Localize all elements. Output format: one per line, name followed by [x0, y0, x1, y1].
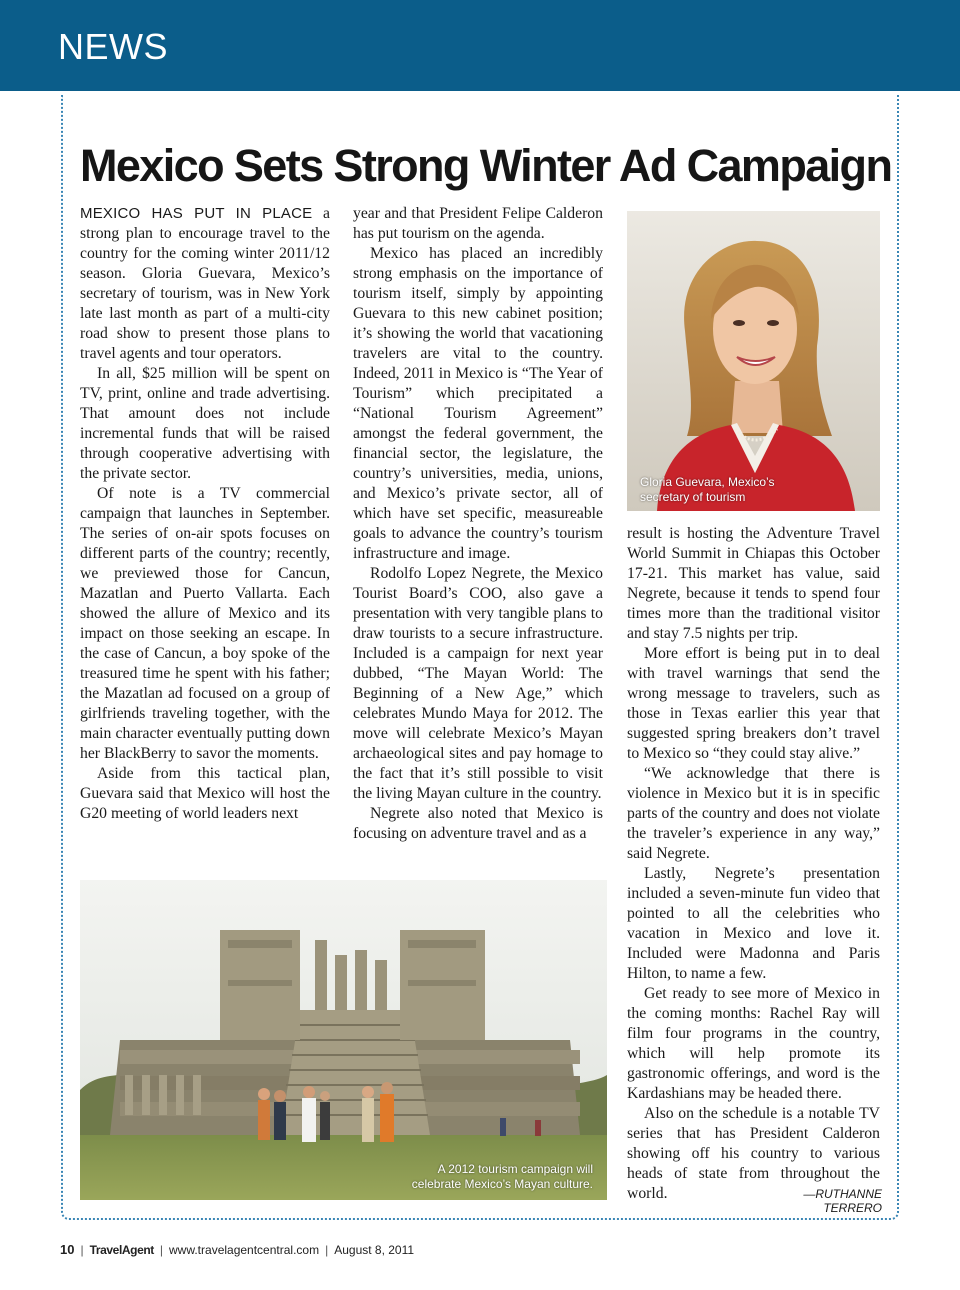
footer-separator: | [325, 1243, 329, 1257]
section-header-band [0, 0, 960, 91]
section-label: NEWS [58, 26, 168, 67]
article-column-2 [353, 204, 603, 844]
paragraph: Also on the schedule is a notable TV series that has President Calderon showing off his country to various heads of state from throughout the world. [627, 1105, 880, 1202]
paragraph: In all, $25 million will be spent on TV, print, online and trade advertising. That amount does not include incremental funds that will be raised through cooperative advertising with the private sector. [80, 365, 330, 482]
article-headline: Mexico Sets Strong Winter Ad Campaign [80, 140, 892, 191]
paragraph: Mexico has placed an incredibly strong emphasis on the importance of tourism itself, simply by appointing Guevara to this new cabinet position; it’s showing the world that vacationing travelers are vital to the country. Indeed, 2011 in Mexico is “The Year of Tourism” which precipitated a “National Tourism Agreement” amongst the federal government, the financial sector, the legislature, the country’s universities, media, unions, and Mexico’s private sector, all of which have set specific, measureable goals to advance the country’s tourism infrastructure and image. [353, 245, 603, 562]
paragraph-text: a strong plan to encourage travel to the country for the coming winter 2011/12 season. Gloria Guevara, Mexico’s secretary of tourism, was in New York late last month as part of a multi-city road show to present those plans to travel agents and tour operators. [80, 205, 330, 362]
paragraph: Aside from this tactical plan, Guevara said that Mexico will host the G20 meeting of world leaders next [80, 765, 330, 822]
paragraph [80, 204, 330, 364]
paragraph: Rodolfo Lopez Negrete, the Mexico Tourist Board’s COO, also gave a presentation with very tangible plans to draw tourists to a secure infrastructure. Included is a campaign for next year dubbed, “The Mayan World: The Beginning of a New Age,” which celebrates Mundo Maya for 2012. The move will celebrate Mexico’s Mayan archaeological sites and pay homage to the fact that it’s still possible to visit the living Mayan culture in the country. [353, 565, 603, 802]
footer-url[interactable]: www.travelagentcentral.com [169, 1243, 320, 1257]
caption-line: celebrate Mexico’s Mayan culture. [411, 1177, 593, 1191]
temple-caption [373, 1162, 593, 1192]
footer-date: August 8, 2011 [334, 1243, 415, 1257]
paragraph: Get ready to see more of Mexico in the coming months: Rachel Ray will film four programs in the country, which will help promote its gastronomic offerings, and word is the Kardashians may be headed there. [627, 985, 880, 1102]
temple-photo [80, 880, 607, 1200]
article-column-1 [80, 204, 330, 824]
page-footer [60, 1242, 414, 1257]
portrait-caption [640, 475, 810, 505]
portrait-photo [627, 211, 880, 511]
paragraph: More effort is being put in to deal with travel warnings that send the wrong message to travelers, such as those in Texas earlier this year that suggested spring breakers don’t travel to Mexico so “they could stay alive.” [627, 645, 880, 762]
portrait-illustration [627, 211, 880, 511]
lead-in: MEXICO HAS PUT IN PLACE [80, 205, 313, 222]
byline: —RUTHANNE TERRERO [803, 1187, 882, 1215]
page-number: 10 [60, 1242, 75, 1257]
brand-name: TravelAgent [89, 1243, 154, 1257]
article-column-3 [627, 524, 880, 1204]
paragraph: Of note is a TV commercial campaign that launches in September. The series of on-air spots focuses on different parts of the country; recently, we previewed those for Cancun, Mazatlan and Puerto Vallarta. Each showed the allure of Mexico and its impact on those seeking an escape. In the case of Cancun, a boy spoke of the treasured time he spent with his father; the Mazatlan ad focused on a group of girlfriends traveling together, with the main character eventually putting down her BlackBerry to savor the moments. [80, 485, 330, 762]
paragraph: Lastly, Negrete’s presentation included a seven-minute fun video that pointed to all the celebrities who vacation in Mexico and love it. Included were Madonna and Paris Hilton, to name a few. [627, 865, 880, 982]
paragraph: “We acknowledge that there is violence in Mexico but it is in specific parts of the country and does not violate the traveler’s experience in any way,” said Negrete. [627, 765, 880, 862]
footer-separator: | [80, 1243, 84, 1257]
footer-separator: | [159, 1243, 164, 1257]
caption-line: Gloria Guevara, Mexico’s [640, 475, 775, 489]
temple-illustration [80, 880, 607, 1200]
paragraph: result is hosting the Adventure Travel World Summit in Chiapas this October 17-21. This market has value, said Negrete, because it tends to spend four times more than the traditional visitor and stay 7.5 nights per trip. [627, 525, 880, 642]
paragraph: Negrete also noted that Mexico is focusing on adventure travel and as a [353, 805, 603, 842]
caption-line: secretary of tourism [640, 490, 746, 504]
caption-line: A 2012 tourism campaign will [437, 1162, 593, 1176]
paragraph: year and that President Felipe Calderon has put tourism on the agenda. [353, 205, 603, 242]
